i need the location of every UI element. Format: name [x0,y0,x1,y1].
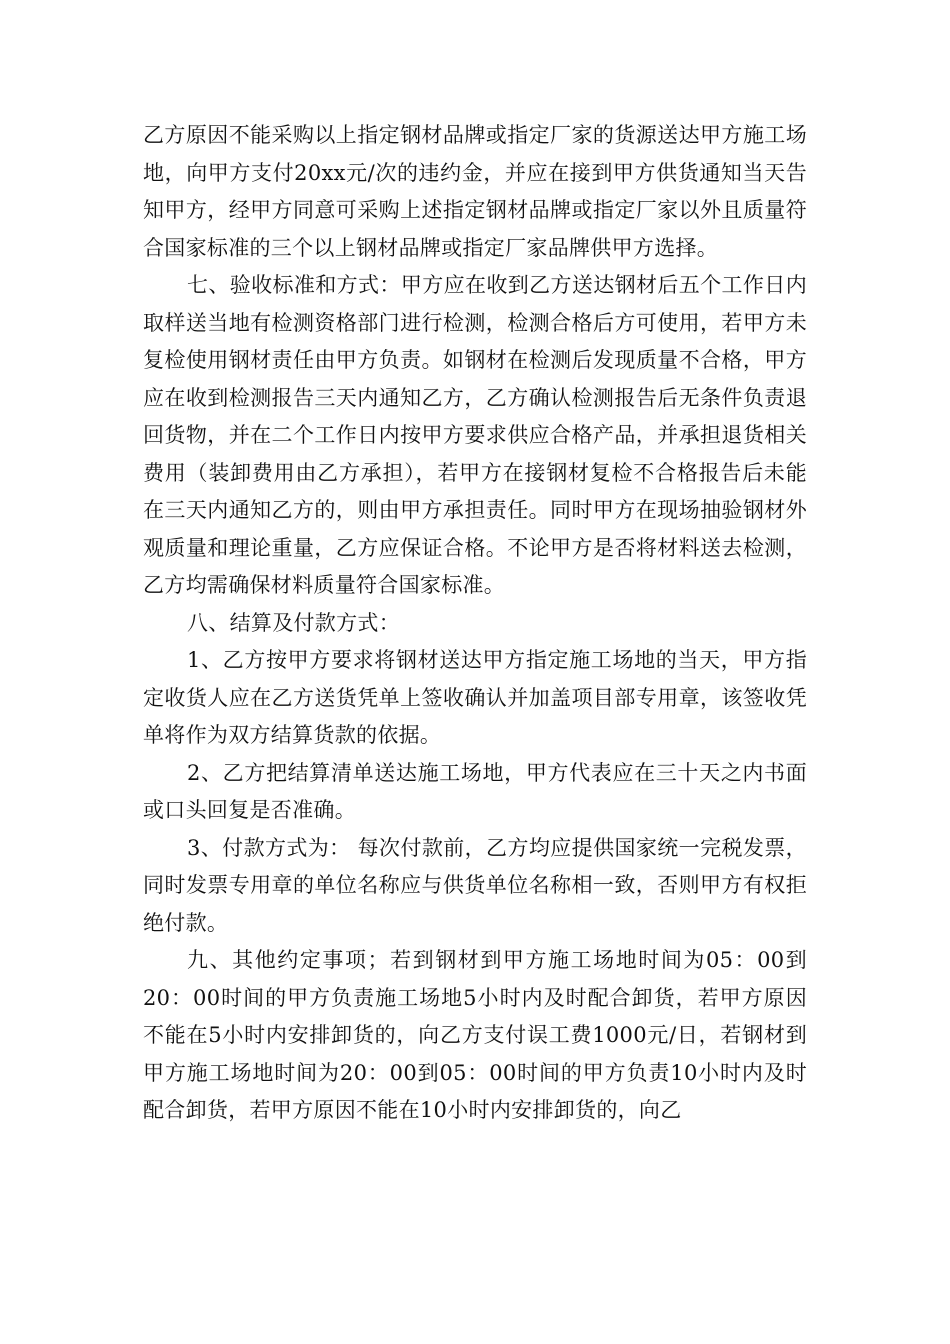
document-body [143,117,807,1130]
paragraph-section-7-acceptance: 七、验收标准和方式：甲方应在收到乙方送达钢材后五个工作日内取样送当地有检测资格部门进行检测，检测合格后方可使用，若甲方未复检使用钢材责任由甲方负责。如钢材在检测后发现质量不合格，甲方应在收到检测报告三天内通知乙方，乙方确认检测报告后无条件负责退回货物，并在二个工作日内按甲方要求供应合格产品，并承担退货相关费用（装卸费用由乙方承担），若甲方在接钢材复检不合格报告后未能在三天内通知乙方的，则由甲方承担责任。同时甲方在现场抽验钢材外观质量和理论重量，乙方应保证合格。不论甲方是否将材料送去检测，乙方均需确保材料质量符合国家标准。 [143,273,807,597]
paragraph-section-8-item-2: 2、乙方把结算清单送达施工场地，甲方代表应在三十天之内书面或口头回复是否准确。 [143,760,807,822]
paragraph-section-9-other: 九、其他约定事项；若到钢材到甲方施工场地时间为05：00到20：00时间的甲方负责施工场地5小时内及时配合卸货，若甲方原因不能在5小时内安排卸货的，向乙方支付误工费1000元/日，若钢材到甲方施工场地时间为20：00到05：00时间的甲方负责10小时内及时配合卸货，若甲方原因不能在10小时内安排卸货的，向乙 [143,948,807,1122]
paragraph-section-8-item-1: 1、乙方按甲方要求将钢材送达甲方指定施工场地的当天，甲方指定收货人应在乙方送货凭单上签收确认并加盖项目部专用章，该签收凭单将作为双方结算货款的依据。 [143,648,807,747]
paragraph-continuation: 乙方原因不能采购以上指定钢材品牌或指定厂家的货源送达甲方施工场地，向甲方支付20xx元/次的违约金，并应在接到甲方供货通知当天告知甲方，经甲方同意可采购上述指定钢材品牌或指定厂家以外且质量符合国家标准的三个以上钢材品牌或指定厂家品牌供甲方选择。 [143,123,807,260]
paragraph-section-8-item-3: 3、付款方式为： 每次付款前，乙方均应提供国家统一完税发票，同时发票专用章的单位名称应与供货单位名称相一致，否则甲方有权拒绝付款。 [143,835,807,935]
paragraph-section-8-heading: 八、结算及付款方式： [187,610,400,635]
